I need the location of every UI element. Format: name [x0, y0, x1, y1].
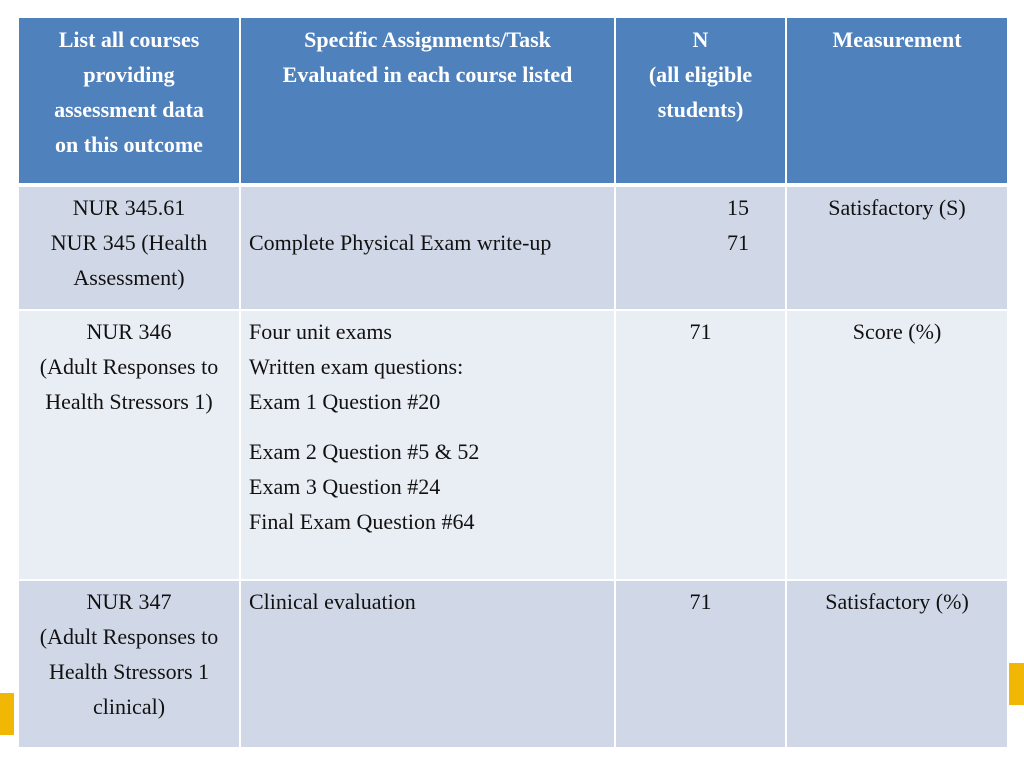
- header-n: N (all eligible students): [615, 17, 786, 185]
- n-cell: 71: [615, 310, 786, 580]
- n-cell: 15 71: [615, 185, 786, 310]
- decorative-accent-left: [0, 693, 14, 735]
- header-assignments: Specific Assignments/Task Evaluated in each course listed: [240, 17, 615, 185]
- table-row: [18, 310, 1008, 580]
- measurement-cell: Score (%): [786, 310, 1008, 580]
- course-cell: NUR 345.61 NUR 345 (Health Assessment): [18, 185, 240, 310]
- header-measurement: Measurement: [786, 17, 1008, 185]
- header-courses: List all courses providing assessment data on this outcome: [18, 17, 240, 185]
- table-header-row: [18, 17, 1008, 185]
- assessment-table: [17, 16, 1009, 749]
- measurement-cell: Satisfactory (%): [786, 580, 1008, 748]
- n-cell: 71: [615, 580, 786, 748]
- table-row: [18, 580, 1008, 748]
- course-cell: NUR 347 (Adult Responses to Health Stressors 1 clinical): [18, 580, 240, 748]
- measurement-cell: Satisfactory (S): [786, 185, 1008, 310]
- task-cell: Clinical evaluation: [240, 580, 615, 748]
- task-cell: Complete Physical Exam write-up: [240, 185, 615, 310]
- course-cell: NUR 346 (Adult Responses to Health Stressors 1): [18, 310, 240, 580]
- table-row: [18, 185, 1008, 310]
- task-cell: Four unit exams Written exam questions: Exam 1 Question #20 Exam 2 Question #5 & 52 Exam 3 Question #24 Final Exam Question #64: [240, 310, 615, 580]
